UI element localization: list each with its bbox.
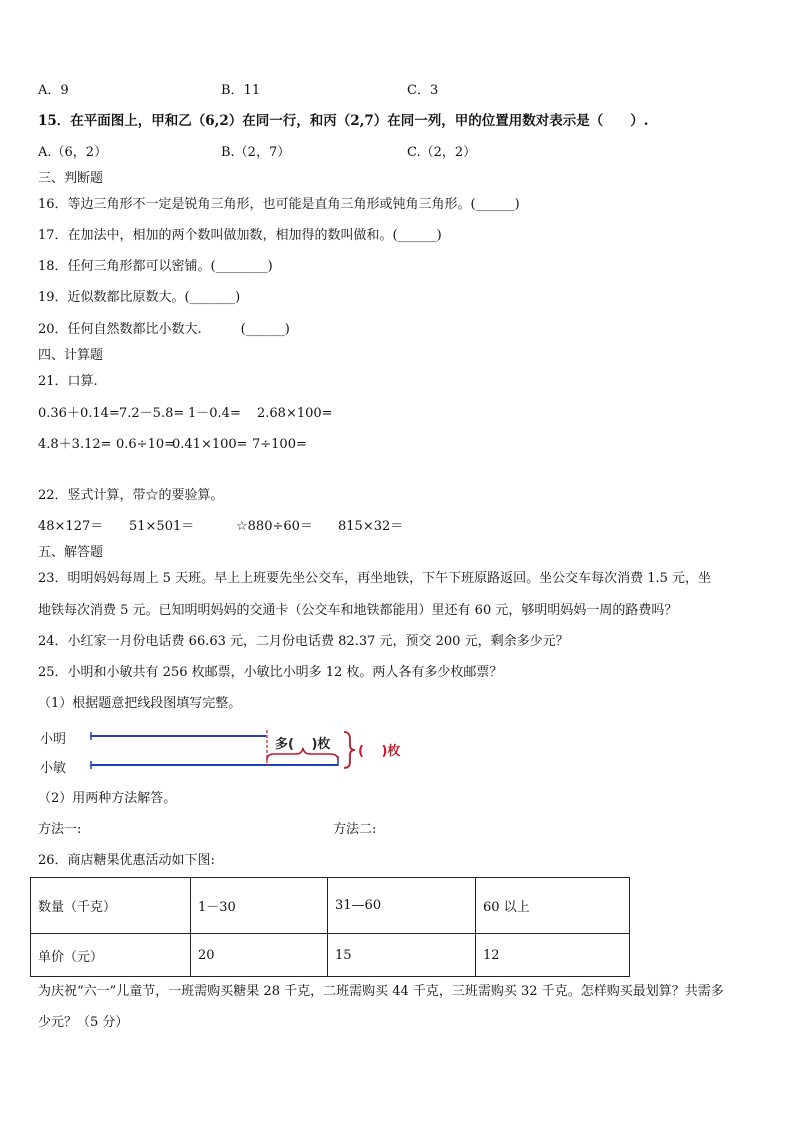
- table-cell: 1－30: [191, 878, 328, 934]
- q26-after-line1: 为庆祝“六一”儿童节，一班需购买糖果 28 千克，二班需购买 44 千克，三班需购买 32 千克。怎样购买最划算？共需多: [38, 984, 724, 999]
- table-cell: 12: [476, 934, 630, 977]
- table-row: [31, 934, 630, 977]
- q14-option-b: B．11: [221, 83, 261, 98]
- table-row: [31, 878, 630, 934]
- section-title-calculation: 四、计算题: [38, 348, 104, 363]
- q16-text: 16．等边三角形不一定是锐角三角形，也可能是直角三角形或钝角三角形。(______): [38, 197, 520, 212]
- q23-line1: 23．明明妈妈每周上 5 天班。早上上班要先坐公交车，再坐地铁，下午下班原路返回。坐公交车每次消费 1.5 元，坐: [38, 571, 712, 586]
- q18-text: 18．任何三角形都可以密铺。(________): [38, 259, 273, 274]
- section-title-judgement: 三、判断题: [38, 171, 104, 186]
- q26-title: 26．商店糖果优惠活动如下图:: [38, 853, 215, 868]
- q25-stem: 25．小明和小敏共有 256 枚邮票，小敏比小明多 12 枚。两人各有多少枚邮票？: [38, 665, 503, 680]
- q22-item: 815×32＝: [338, 519, 404, 534]
- q21-item: 4.8＋3.12=: [38, 437, 112, 452]
- q21-item: 7.2－5.8=: [119, 406, 185, 421]
- q21-item: 7÷100=: [252, 437, 307, 452]
- q20-text: 20．任何自然数都比小数大. (______): [38, 322, 290, 337]
- method-one-label: 方法一:: [38, 822, 82, 837]
- q22-title: 22．竖式计算，带☆的要验算。: [38, 488, 224, 503]
- q25-part1: （1）根据题意把线段图填写完整。: [38, 696, 242, 711]
- q15-stem: 15．在平面图上，甲和乙（6,2）在同一行，和丙（2,7）在同一列，甲的位置用数对表示是（ ）.: [38, 113, 649, 129]
- q21-item: 2.68×100=: [257, 406, 333, 421]
- q21-item: 0.6÷10=: [116, 437, 176, 452]
- q23-line2: 地铁每次消费 5 元。已知明明妈妈的交通卡（公交车和地铁都能用）里还有 60 元，够明明妈妈一周的路费吗？: [38, 603, 678, 618]
- q19-text: 19．近似数都比原数大。(_______): [38, 290, 241, 305]
- q14-option-c: C．3: [407, 83, 439, 98]
- total-label: ( )枚: [358, 744, 401, 759]
- table-cell: 数量（千克）: [31, 878, 191, 934]
- q21-title: 21．口算.: [38, 374, 98, 389]
- table-cell: 60 以上: [476, 878, 630, 934]
- label-xiaoming: 小明: [40, 732, 67, 747]
- q15-option-b: B.（2，7）: [221, 145, 291, 160]
- q21-item: 1－0.4=: [188, 406, 241, 421]
- q21-item: 0.41×100=: [172, 437, 248, 452]
- q22-item: ☆880÷60＝: [236, 519, 313, 534]
- q15-option-c: C.（2，2）: [407, 145, 477, 160]
- q15-option-a: A.（6，2）: [38, 145, 108, 160]
- table-cell: 20: [191, 934, 328, 977]
- q22-item: 51×501＝: [129, 519, 195, 534]
- q14-option-a: A．9: [38, 83, 69, 98]
- method-two-label: 方法二:: [333, 822, 377, 837]
- q22-item: 48×127＝: [38, 519, 104, 534]
- table-cell: 单价（元）: [31, 934, 191, 977]
- segment-diagram: [38, 726, 438, 776]
- q26-after-line2: 少元？（5 分）: [38, 1015, 129, 1030]
- q21-item: 0.36＋0.14=: [38, 406, 120, 421]
- table-cell: 31—60: [328, 878, 476, 934]
- q24-text: 24．小红家一月份电话费 66.63 元，二月份电话费 82.37 元，预交 200 元，剩余多少元？: [38, 634, 569, 649]
- q17-text: 17．在加法中，相加的两个数叫做加数，相加得的数叫做和。(______): [38, 228, 442, 243]
- price-table: [30, 877, 630, 977]
- q25-part2: （2）用两种方法解答。: [38, 791, 177, 806]
- table-cell: 15: [328, 934, 476, 977]
- total-brace: [344, 732, 355, 768]
- more-label: 多( )枚: [275, 737, 331, 752]
- section-title-word-problems: 五、解答题: [38, 545, 104, 560]
- label-xiaomin: 小敏: [40, 761, 67, 776]
